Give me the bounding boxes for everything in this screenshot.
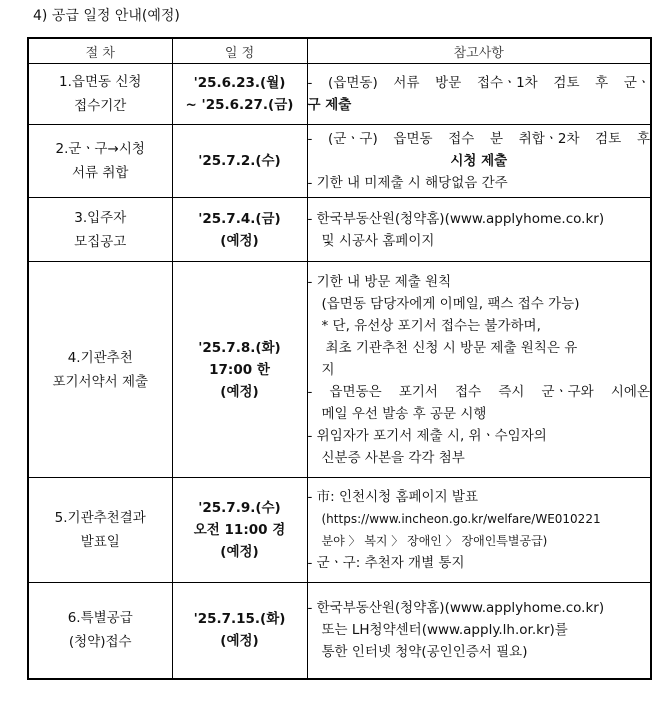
table-row <box>28 64 651 125</box>
note-line: - 市: 인천시청 홈페이지 발표 <box>307 489 478 505</box>
date-cell <box>172 583 307 679</box>
date-text: (예정) <box>220 383 259 400</box>
note-line: - 군ㆍ구: 추천자 개별 통지 <box>307 555 465 571</box>
column-header-date: 일 정 <box>172 38 307 64</box>
note-line: 최초 기관추천 신청 시 방문 제출 원칙은 유 <box>325 339 578 356</box>
note-line: 지 <box>321 361 335 378</box>
date-text: (예정) <box>220 232 259 249</box>
note-line: - 기한 내 미제출 시 해당없음 간주 <box>307 175 508 191</box>
column-header-notes: 참고사항 <box>307 38 651 64</box>
note-line: 구 제출 <box>307 97 352 113</box>
step-text: 4.기관추천 <box>67 349 133 366</box>
notes-cell <box>307 583 651 679</box>
note-line: - 읍면동은 포기서 접수 즉시 군ㆍ구와 시에온 <box>307 383 650 400</box>
date-text: 오전 11:00 경 <box>193 522 286 538</box>
step-text: 접수기간 <box>74 98 127 114</box>
note-line: 및 시공사 홈페이지 <box>321 232 435 249</box>
date-text: '25.7.8.(화) <box>198 339 281 356</box>
step-text: 6.특별공급 <box>67 610 133 627</box>
step-cell <box>28 478 172 583</box>
notes-cell <box>307 478 651 583</box>
section-heading: 4) 공급 일정 안내(예정) <box>33 8 180 24</box>
date-text: '25.7.9.(수) <box>198 500 281 516</box>
note-line: - 한국부동산원(청약홈)(www.applyhome.co.kr) <box>307 600 605 617</box>
table-row <box>28 478 651 583</box>
date-text: (예정) <box>220 544 259 560</box>
date-cell <box>172 198 307 262</box>
step-text: 포기서약서 제출 <box>52 373 149 390</box>
date-text: ~ '25.6.27.(금) <box>185 97 294 113</box>
step-text: 발표일 <box>80 534 120 550</box>
note-line: - 기한 내 방문 제출 원칙 <box>307 273 452 290</box>
note-line: - 위임자가 포기서 제출 시, 위ㆍ수임자의 <box>307 427 547 444</box>
table-row <box>28 198 651 262</box>
notes-cell <box>307 198 651 262</box>
table-row <box>28 583 651 679</box>
note-line: 통한 인터넷 청약(공인인증서 필요) <box>321 644 528 661</box>
date-cell <box>172 478 307 583</box>
note-line: - 한국부동산원(청약홈)(www.applyhome.co.kr) <box>307 210 605 227</box>
date-text: '25.7.2.(수) <box>198 153 281 169</box>
date-text: '25.7.15.(화) <box>193 611 286 628</box>
step-text: 3.입주자 <box>74 209 127 226</box>
note-line: * 단, 유선상 포기서 접수는 불가하며, <box>321 317 541 334</box>
table-header-row <box>28 38 651 64</box>
step-cell <box>28 64 172 125</box>
step-cell <box>28 125 172 198</box>
date-cell <box>172 262 307 478</box>
step-text: 서류 취합 <box>72 165 129 181</box>
date-text: '25.7.4.(금) <box>198 210 281 227</box>
notes-cell <box>307 262 651 478</box>
note-line: 신분증 사본을 각각 첨부 <box>321 449 465 466</box>
step-cell <box>28 262 172 478</box>
date-text: 17:00 한 <box>209 361 270 378</box>
date-cell <box>172 125 307 198</box>
notes-cell <box>307 64 651 125</box>
note-line: (https://www.incheon.go.kr/welfare/WE010221 <box>321 512 601 526</box>
date-text: '25.6.23.(월) <box>193 75 286 91</box>
note-line: - (읍면동) 서류 방문 접수ㆍ1차 검토 후 군ㆍ <box>307 75 650 91</box>
step-text: 2.군ㆍ구→시청 <box>55 141 145 157</box>
table-row <box>28 262 651 478</box>
supply-schedule-table <box>27 37 652 680</box>
step-cell <box>28 583 172 679</box>
column-header-step: 절 차 <box>28 38 172 64</box>
date-cell <box>172 64 307 125</box>
note-line: 메일 우선 발송 후 공문 시행 <box>321 405 487 422</box>
table-row <box>28 125 651 198</box>
step-text: 5.기관추천결과 <box>54 510 146 526</box>
note-line: 분야 〉 복지 〉 장애인 〉 장애인특별공급) <box>321 534 548 548</box>
step-text: 모집공고 <box>74 233 127 250</box>
note-line: 시청 제출 <box>450 153 508 169</box>
note-line: (읍면동 담당자에게 이메일, 팩스 접수 가능) <box>321 295 580 312</box>
step-cell <box>28 198 172 262</box>
step-text: 1.읍면동 신청 <box>59 74 142 90</box>
note-line: - (군ㆍ구) 읍면동 접수 분 취합ㆍ2차 검토 후 <box>307 131 650 147</box>
notes-cell <box>307 125 651 198</box>
step-text: (청약)접수 <box>68 634 132 651</box>
date-text: (예정) <box>220 633 259 650</box>
note-line: 또는 LH청약센터(www.apply.lh.or.kr)를 <box>321 622 568 639</box>
